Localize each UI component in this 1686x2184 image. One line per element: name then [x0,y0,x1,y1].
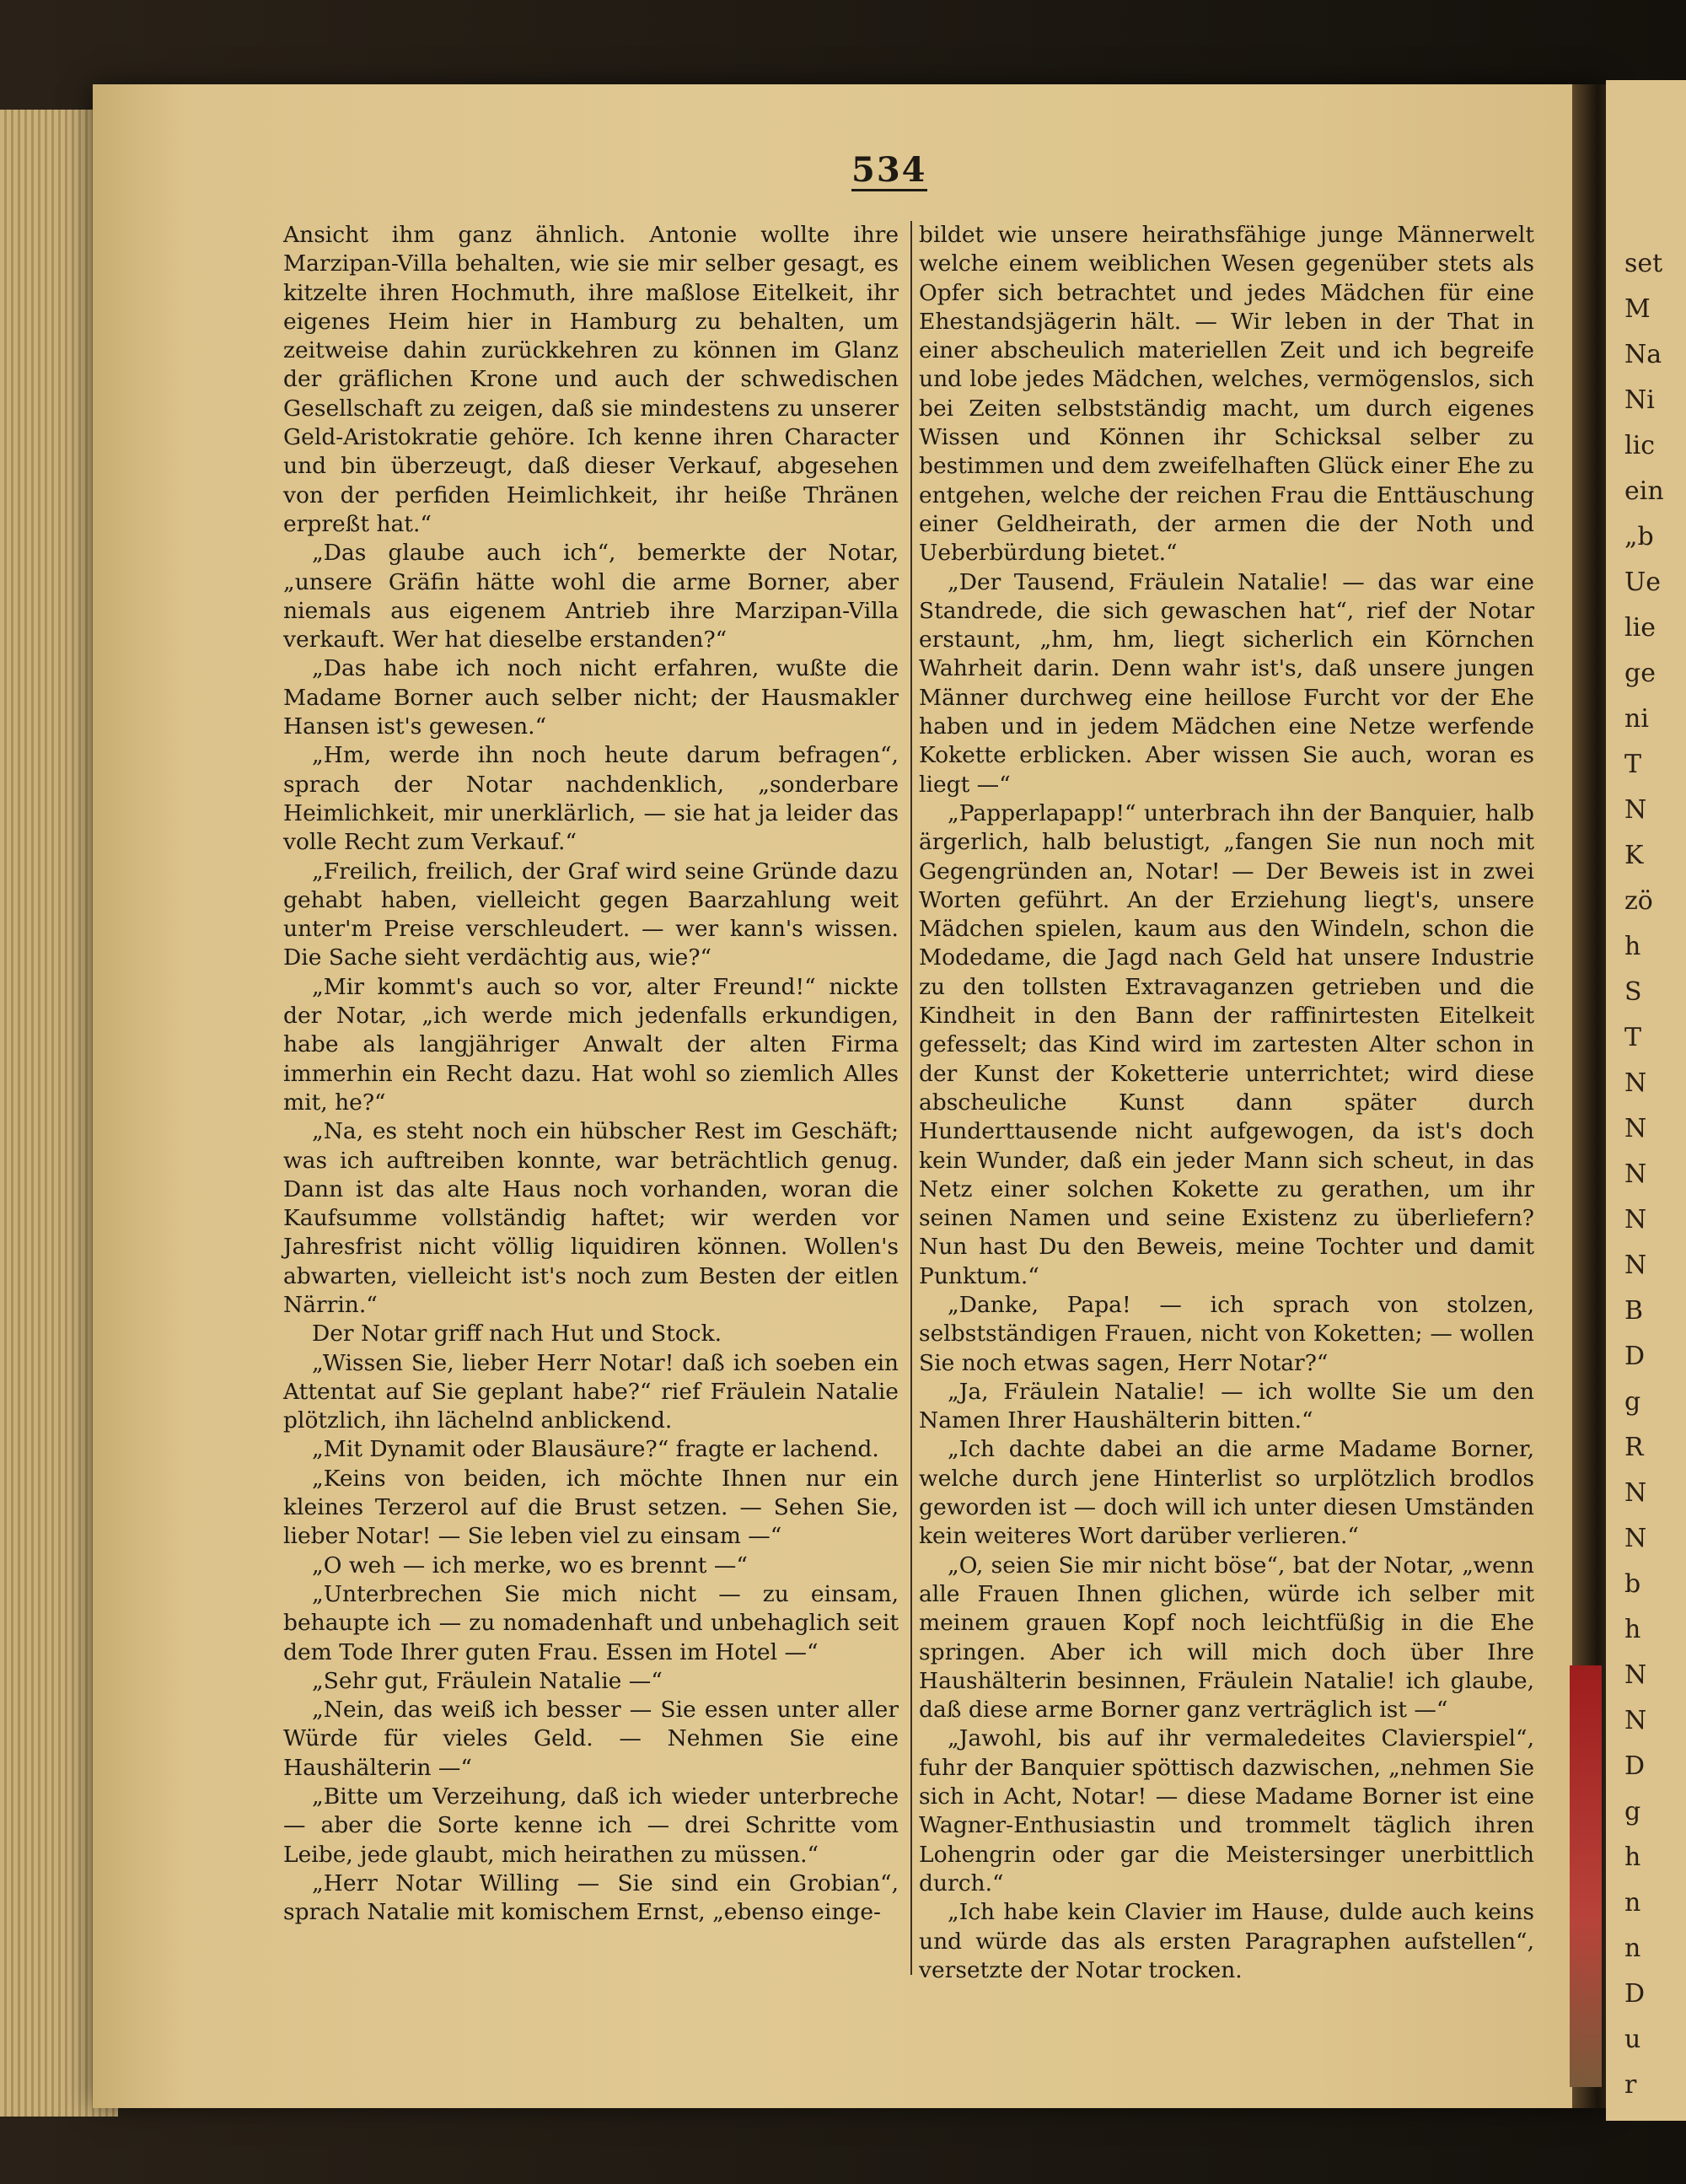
paragraph: Ansicht ihm ganz ähnlich. Antonie wollte ihre Marzipan-Villa behalten, wie sie mir selber gesagt, es kitzelte ihren Hochmuth, ihre maßlose Eitelkeit, ihr eigenes Heim hier in Hamburg zu behalten, um zeitweise dahin zurückkehren zu können im Glanz der gräflichen Krone und auch der schwedischen Gesellschaft zu zeigen, daß sie mindestens zu unserer Geld-Aristokratie gehöre. Ich kenne ihren Character und bin überzeugt, daß dieser Verkauf, abgesehen von der perfiden Heimlichkeit, ihr heiße Thränen erpreßt hat.“ [283,222,899,537]
next-page-text-fragment: N [1624,1159,1647,1189]
next-page-text-fragment: lic [1624,431,1655,460]
paragraph: „Danke, Papa! — ich sprach von stolzen, selbstständigen Frauen, nicht von Koketten; — wollen Sie noch etwas sagen, Herr Notar?“ [919,1291,1534,1376]
next-page-text-fragment: b [1624,1569,1641,1599]
next-page-text-fragment: N [1624,1068,1647,1098]
next-page-text-fragment: M [1624,294,1651,324]
paragraph: „Keins von beiden, ich möchte Ihnen nur ein kleines Terzerol auf die Brust setzen. — Sehen Sie, lieber Notar! — Sie leben viel zu einsam —“ [283,1465,899,1550]
right-column [919,221,1534,1985]
paragraph: „Ich habe kein Clavier im Hause, dulde auch keins und würde das als ersten Paragraphen aufstellen“, versetzte der Notar trocken. [919,1899,1534,1983]
paragraph: „Ja, Fräulein Natalie! — ich wollte Sie um den Namen Ihrer Haushälterin bitten.“ [919,1378,1534,1434]
paragraph: „Hm, werde ihn noch heute darum befragen“, sprach der Notar nachdenklich, „sonderbare Heimlichkeit, mir unerklärlich, — sie hat ja leider das volle Recht zum Verkauf.“ [283,742,899,856]
paragraph: „Das glaube auch ich“, bemerkte der Notar, „unsere Gräfin hätte wohl die arme Borner, aber niemals aus eigenem Antrieb ihre Marzipan-Villa verkauft. Wer hat dieselbe erstanden?“ [283,540,899,654]
next-page-text-fragment: lie [1624,613,1656,643]
page-number: 534 [851,150,927,190]
next-page-text-fragment: R [1624,1433,1644,1462]
next-page-text-fragment: N [1624,1660,1647,1690]
next-page-text-fragment: D [1624,1979,1646,2009]
next-page-text-fragment: n [1624,1888,1641,1918]
column-divider [910,221,912,1975]
paragraph: „Sehr gut, Fräulein Natalie —“ [312,1667,663,1694]
color-reference-card [1570,1665,1602,2087]
next-page-text-fragment: h [1624,1842,1641,1872]
next-page-text-fragment: „b [1624,522,1654,551]
next-page-fragment [1606,80,1686,2121]
paragraph: „Bitte um Verzeihung, daß ich wieder unterbreche — aber die Sorte kenne ich — drei Schritte vom Leibe, jede glaubt, mich heirathen zu müssen.“ [283,1783,899,1868]
paragraph: „Das habe ich noch nicht erfahren, wußte die Madame Borner auch selber nicht; der Hausmakler Hansen ist's gewesen.“ [283,655,899,740]
paragraph: „O weh — ich merke, wo es brennt —“ [312,1552,748,1579]
next-page-text-fragment: N [1624,1114,1647,1143]
next-page-text-fragment: N [1624,1706,1647,1735]
next-page-text-fragment: D [1624,1342,1646,1371]
left-column [283,221,899,1928]
paragraph: „Mir kommt's auch so vor, alter Freund!“ nickte der Notar, „ich werde mich jedenfalls erkundigen, habe als langjähriger Anwalt der alten Firma immerhin ein Recht dazu. Hat wohl so ziemlich Alles mit, he?“ [283,973,899,1116]
next-page-text-fragment: ni [1624,704,1649,734]
next-page-text-fragment: N [1624,1205,1647,1235]
next-page-text-fragment: g [1624,1797,1641,1826]
next-page-text-fragment: ein [1624,476,1664,506]
paragraph: „Wissen Sie, lieber Herr Notar! daß ich soeben ein Attentat auf Sie geplant habe?“ rief Fräulein Natalie plötzlich, ihn lächelnd anblickend. [283,1349,899,1434]
next-page-text-fragment: N [1624,1478,1647,1508]
paragraph: „Nein, das weiß ich besser — Sie essen unter aller Würde für vieles Geld. — Nehmen Sie eine Haushälterin —“ [283,1697,899,1781]
next-page-text-fragment: zö [1624,886,1653,916]
paragraph: „Papperlapapp!“ unterbrach ihn der Banquier, halb ärgerlich, halb belustigt, „fangen Sie nun noch mit Gegengründen an, Notar! — Der Beweis ist in zwei Worten geführt. An der Erziehung liegt's, unsere Mädchen spielen, kaum aus den Windeln, schon die Modedame, die Jagd nach Geld hat unsere Industrie zu den tollsten Extravaganzen getrieben und die Kindheit in den Bann der raffinirtesten Eitelkeit gefesselt; das Kind wird im zartesten Alter schon in der Kunst der Koketterie unterrichtet; wird diese abscheuliche Kunst dann später durch Hunderttausende nicht aufgewogen, da ist's doch kein Wunder, daß ein jeder Mann sich scheut, in das Netz einer solchen Kokette zu gerathen, um ihr seinen Namen und seine Existenz zu überliefern? Nun hast Du den Beweis, meine Tochter und damit Punktum.“ [919,799,1534,1289]
paragraph: „Unterbrechen Sie mich nicht — zu einsam, behaupte ich — zu nomadenhaft und unbehaglich seit dem Tode Ihrer guten Frau. Essen im Hotel —“ [283,1580,899,1665]
next-page-text-fragment: h [1624,932,1641,961]
next-page-text-fragment: Ue [1624,568,1662,597]
paragraph: Der Notar griff nach Hut und Stock. [312,1321,722,1348]
next-page-text-fragment: K [1624,841,1644,870]
next-page-text-fragment: set [1624,249,1663,278]
next-page-text-fragment: Na [1624,340,1662,369]
paragraph: „Der Tausend, Fräulein Natalie! — das war eine Standrede, die sich gewaschen hat“, rief der Notar erstaunt, „hm, hm, liegt sicherlich ein Körnchen Wahrheit darin. Denn wahr ist's, daß unsere jungen Männer durchweg eine heillose Furcht vor der Ehe haben und in jedem Mädchen eine Netze werfende Kokette erblicken. Aber wissen Sie auch, woran es liegt —“ [919,568,1534,798]
next-page-text-fragment: N [1624,1251,1647,1280]
paragraph: „Ich dachte dabei an die arme Madame Borner, welche durch jene Hinterlist so urplötzlich brodlos geworden ist — doch will ich unter diesen Umständen kein weiteres Wort darüber verlieren.“ [919,1436,1534,1550]
next-page-text-fragment: Ni [1624,385,1655,415]
paragraph: bildet wie unsere heirathsfähige junge Männerwelt welche einem weiblichen Wesen gegenüber stets als Opfer sich betrachtet und jedes Mädchen für eine Ehestandsjägerin hält. — Wir leben in der That in einer abscheulich materiellen Zeit und ich begreife und lobe jedes Mädchen, welches, vermögenslos, sich bei Zeiten selbstständig macht, um durch eigenes Wissen und Können ihr Schicksal selber zu bestimmen und dem zweifelhaften Glück einer Ehe zu entgehen, welche der reichen Frau die Enttäuschung einer Geldheirath, der armen die der Noth und Ueberbürdung bietet.“ [919,222,1534,567]
paragraph: „O, seien Sie mir nicht böse“, bat der Notar, „wenn alle Frauen Ihnen glichen, würde ich selber mit meinem grauen Kopf noch leichtfüßig in die Ehe springen. Aber ich will mich doch über Ihre Haushälterin besinnen, Fräulein Natalie! ich glaube, daß diese arme Borner ganz verträglich ist —“ [919,1552,1534,1724]
paragraph: „Jawohl, bis auf ihr vermaledeites Clavierspiel“, fuhr der Banquier spöttisch dazwischen, „nehmen Sie sich in Acht, Notar! — diese Madame Borner ist eine Wagner-Enthusiastin und trommelt täglich ihren Lohengrin oder gar die Meistersinger unerbittlich durch.“ [919,1725,1534,1896]
next-page-text-fragment: g [1624,1387,1641,1417]
next-page-text-fragment: h [1624,1615,1641,1644]
next-page-text-fragment: u [1624,2025,1641,2054]
paragraph: „Herr Notar Willing — Sie sind ein Grobian“, sprach Natalie mit komischem Ernst, „ebenso einge- [283,1869,899,1926]
next-page-text-fragment: r [1624,2070,1637,2100]
next-page-text-fragment: S [1624,977,1642,1007]
next-page-text-fragment: N [1624,795,1647,825]
paragraph: „Na, es steht noch ein hübscher Rest im Geschäft; was ich auftreiben konnte, war beträchtlich genug. Dann ist das alte Haus noch vorhanden, woran die Kaufsumme vollständig haftet; wir werden vor Jahresfrist nicht völlig liquidiren können. Wollen's abwarten, vielleicht ist's noch zum Besten der eitlen Närrin.“ [283,1118,899,1318]
next-page-text-fragment: n [1624,1934,1641,1963]
next-page-text-fragment: B [1624,1296,1644,1326]
paragraph: „Mit Dynamit oder Blausäure?“ fragte er lachend. [312,1436,879,1463]
paragraph: „Freilich, freilich, der Graf wird seine Gründe dazu gehabt haben, vielleicht gegen Baarzahlung weit unter'm Preise verschleudert. — wer kann's wissen. Die Sache sieht verdächtig aus, wie?“ [283,858,899,971]
next-page-text-fragment: T [1624,1023,1642,1052]
next-page-text-fragment: T [1624,750,1642,779]
next-page-text-fragment: D [1624,1751,1646,1781]
next-page-text-fragment: ge [1624,659,1656,688]
next-page-text-fragment: N [1624,1524,1647,1553]
